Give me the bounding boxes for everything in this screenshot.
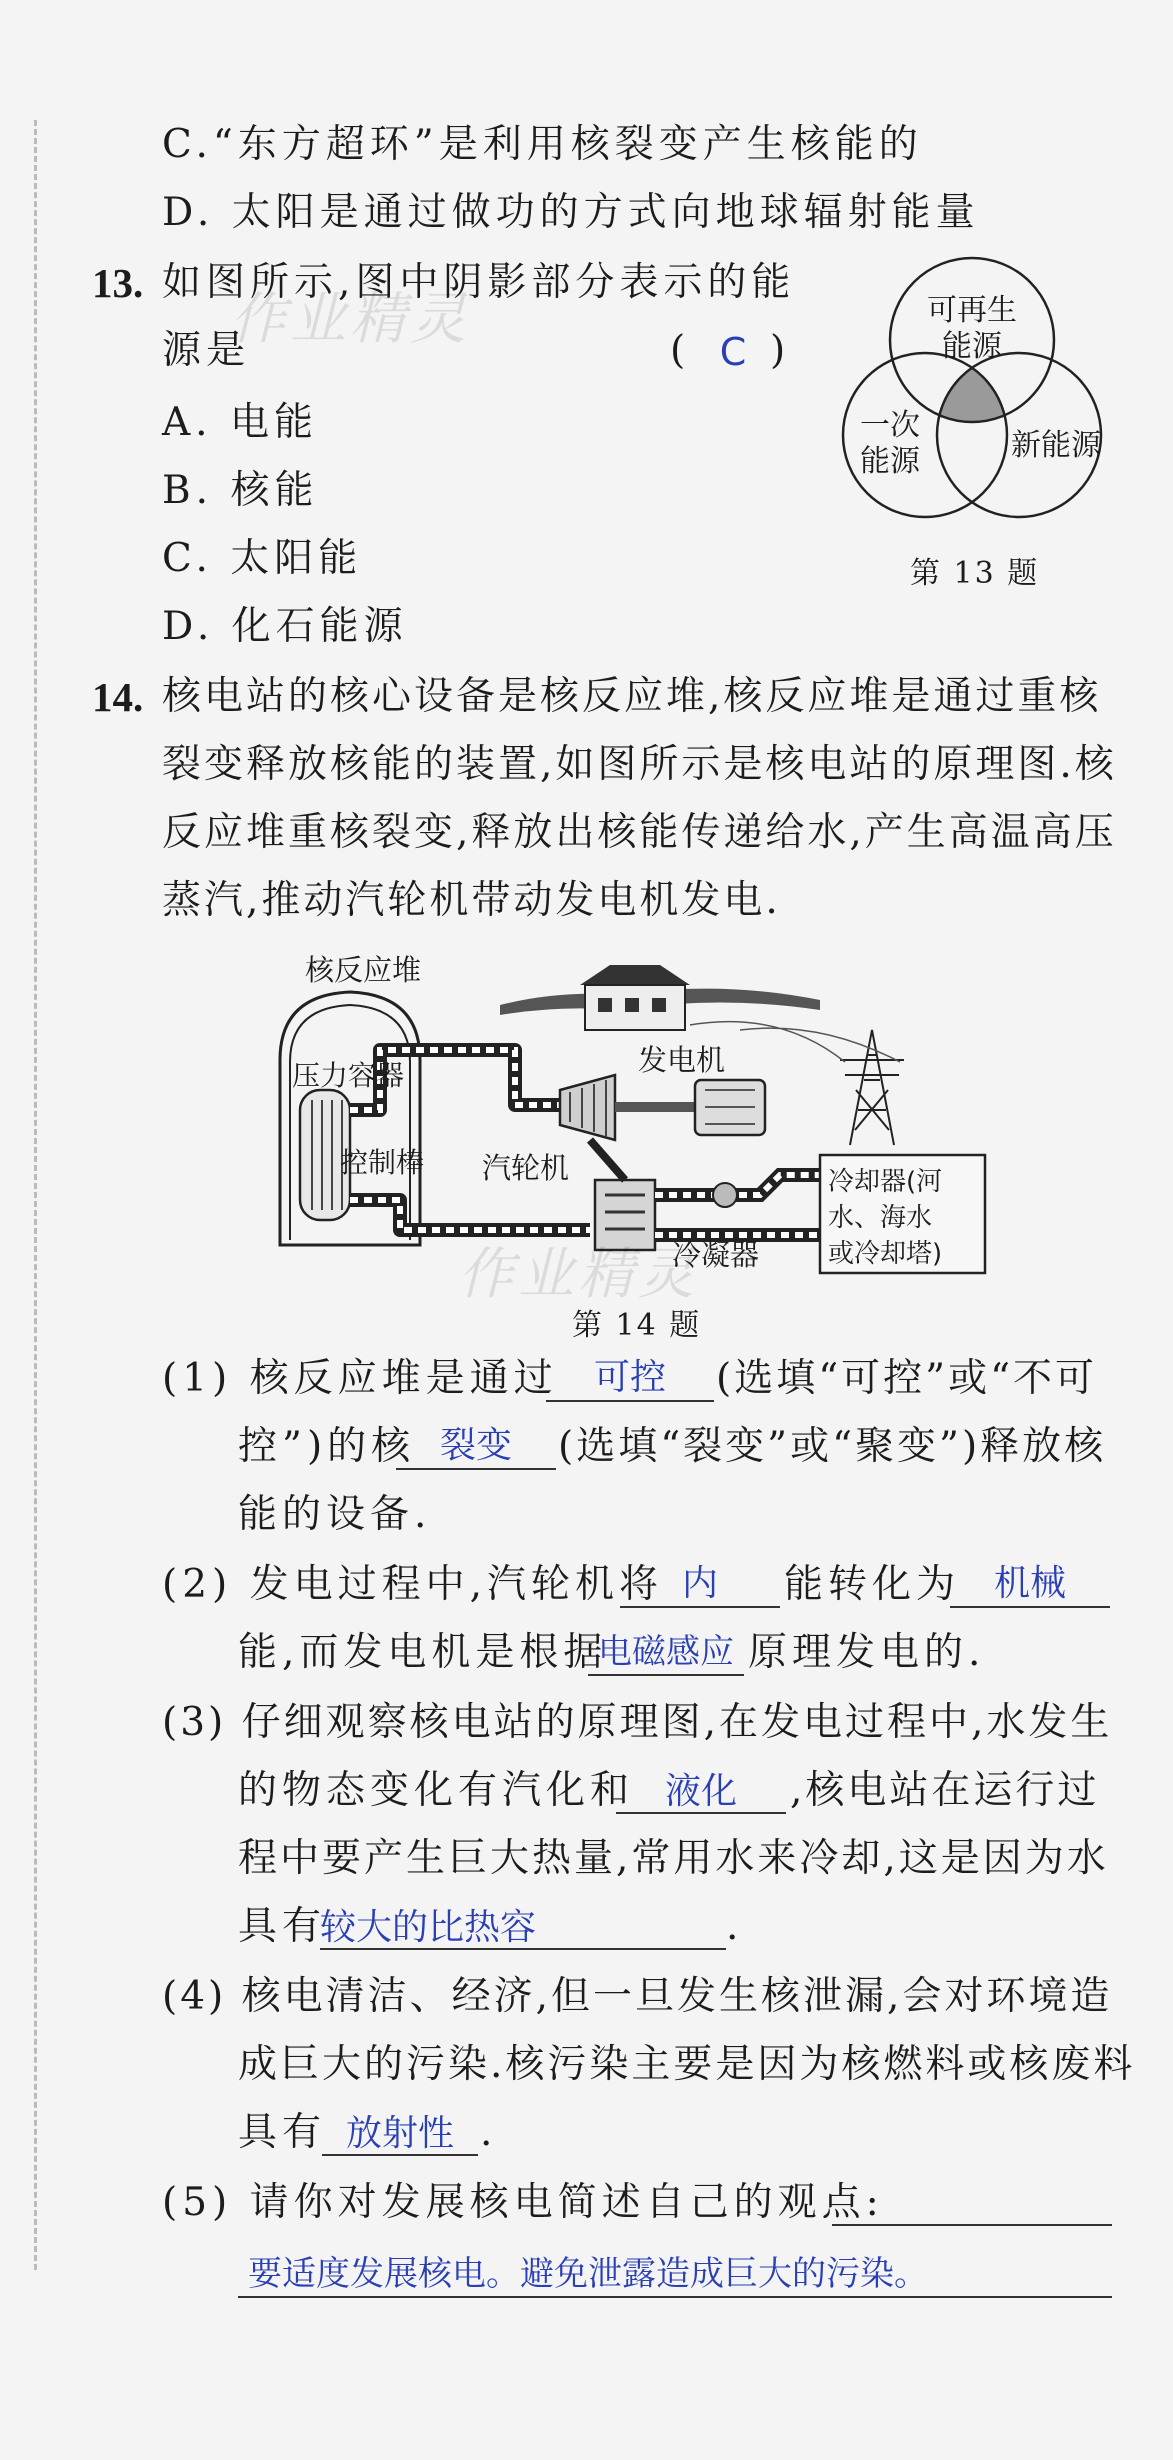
q14-p4-text-c: 具有 [238,2110,327,2155]
q14-stem-line1: 核电站的核心设备是核反应堆,核反应堆是通过重核 [162,674,1102,719]
watermark-1: 作业精灵 [230,287,470,352]
q14-p1-text-a: (1) 核反应堆是通过 [162,1356,558,1401]
turbine-shaft [615,1102,695,1112]
q14-p3-text-f: . [726,1904,744,1949]
q14-p2-answer2: 机械 [993,1563,1066,1604]
q14-p1-answer2: 裂变 [439,1425,512,1466]
q14-p2-blank3 [588,1674,744,1676]
q13-option-d: D. 化石能源 [162,604,408,649]
q13-caption: 第 13 题 [910,556,1040,591]
q14-p2-text-b: 能转化为 [784,1562,961,1607]
q14-p2-text-a: (2) 发电过程中,汽轮机将 [162,1562,664,1607]
house-icon [580,965,690,1030]
q14-p3-text-d: 程中要产生巨大热量,常用水来冷却,这是因为水 [238,1836,1109,1881]
label-cooler-2: 水、海水 [828,1203,933,1233]
q14-p2-blank1 [620,1606,780,1608]
q14-p1-blank1 [546,1400,714,1402]
q14-p3-text-e: 具有 [238,1904,327,1949]
q14-stem-line3: 反应堆重核裂变,释放出核能传递给水,产生高温高压 [162,810,1117,855]
q14-p5-blank2 [238,2296,1112,2298]
q14-p1-text-c: 控”)的核 [238,1424,416,1469]
venn-label-top-1: 可再生 [927,293,1017,328]
q13-venn-diagram [820,255,1120,535]
q14-p2-text-d: 原理发电的. [748,1630,986,1675]
q14-caption: 第 14 题 [572,1308,702,1343]
q14-p3-text-b: 的物态变化有汽化和 [238,1768,635,1813]
q14-p2-answer1: 内 [681,1563,718,1604]
q14-p4-text-b: 成巨大的污染.核污染主要是因为核燃料或核废料 [238,2042,1136,2087]
watermark-2: 作业精灵 [458,1242,698,1307]
q14-p5-answer1: 要适度发展核电。避免泄露造成巨大的污染。 [248,2254,928,2294]
q13-stem-line2: 源是 [162,328,251,373]
q13-option-b: B. 核能 [162,468,319,513]
q14-stem-line4: 蒸汽,推动汽轮机带动发电机发电. [162,878,781,923]
venn-label-left-1: 一次 [860,408,920,443]
q13-option-a: A. 电能 [162,400,318,445]
q13-option-c: C. 太阳能 [162,536,363,581]
label-reactor: 核反应堆 [305,953,422,987]
q14-p2-text-c: 能,而发电机是根据 [238,1630,608,1675]
q14-p4-answer1: 放射性 [345,2113,454,2154]
q12-option-d: D. 太阳是通过做功的方式向地球辐射能量 [162,190,980,235]
q14-p3-text-c: ,核电站在运行过 [790,1768,1100,1813]
power-tower-icon [840,1030,904,1145]
pump-icon [713,1183,737,1207]
q14-stem-line2: 裂变释放核能的装置,如图所示是核电站的原理图.核 [162,742,1117,787]
q13-paren-close: ) [770,328,791,373]
label-condenser: 冷凝器 [672,1238,760,1272]
venn-label-right: 新能源 [1011,428,1101,463]
q14-p5-text-a: (5) 请你对发展核电简述自己的观点: [162,2180,884,2225]
q14-p1-text-d: (选填“裂变”或“聚变”)释放核 [558,1424,1107,1469]
q12-option-c: C.“东方超环”是利用核裂变产生核能的 [162,122,923,167]
q14-p4-text-a: (4) 核电清洁、经济,但一旦发生核泄漏,会对环境造 [162,1974,1113,2019]
venn-label-top-2: 能源 [942,329,1002,364]
q13-answer: C [719,330,747,374]
q14-p1-text-b: (选填“可控”或“不可 [716,1356,1098,1401]
label-pressure-vessel: 压力容器 [292,1059,405,1092]
q13-stem-line1: 如图所示,图中阴影部分表示的能 [162,260,796,305]
q14-p1-blank2 [396,1468,556,1470]
q14-p2-answer3: 电磁感应 [598,1632,734,1672]
venn-label-left-2: 能源 [860,444,920,479]
q14-p5-blank1 [832,2224,1112,2226]
return-pipe [350,1200,590,1230]
q14-p3-text-a: (3) 仔细观察核电站的原理图,在发电过程中,水发生 [162,1700,1113,1745]
label-cooler-1: 冷却器(河 [828,1167,943,1197]
label-generator: 发电机 [638,1043,726,1077]
q14-p1-answer1: 可控 [593,1357,666,1398]
label-control-rods: 控制棒 [340,1146,425,1179]
q14-p1-text-e: 能的设备. [238,1492,432,1537]
q14-number: 14. [92,674,144,720]
turbine [560,1075,615,1140]
q14-p4-text-d: . [480,2110,498,2155]
q14-p3-answer2: 较大的比热容 [320,1907,537,1948]
label-cooler-3: 或冷却塔) [828,1239,943,1269]
q14-p3-answer1: 液化 [664,1771,737,1812]
margin-rule [34,120,37,2270]
q14-p2-blank2 [950,1606,1110,1608]
label-turbine: 汽轮机 [482,1151,570,1185]
q13-number: 13. [92,260,144,306]
q13-paren-open: ( [670,328,691,373]
cooling-pipe [655,1175,820,1235]
